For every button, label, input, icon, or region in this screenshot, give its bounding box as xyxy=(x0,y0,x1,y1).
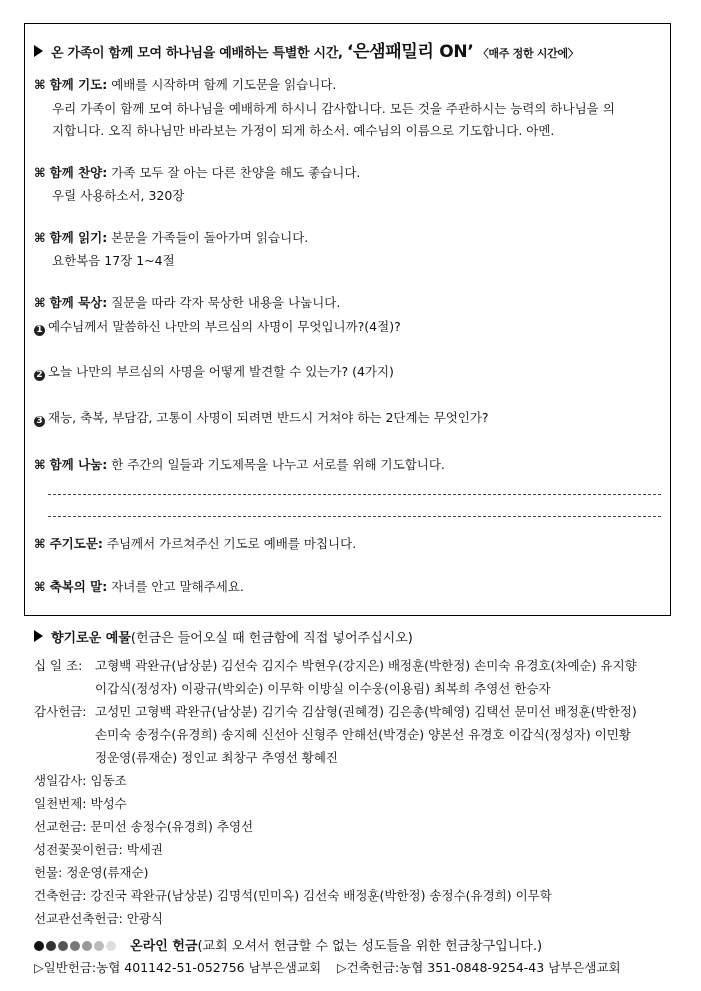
reading-label: 함께 읽기: xyxy=(49,230,108,245)
general-account: ▷일반헌금:농협 401142-51-052756 남부은샘교회 xyxy=(34,960,322,975)
firstfruit-names: 박성수 xyxy=(90,796,127,811)
lords-prayer-desc: 주님께서 가르쳐주신 기도로 예배를 마칩니다. xyxy=(106,536,357,551)
reading-heading xyxy=(34,228,308,246)
meditation-heading xyxy=(34,293,340,311)
altar-names: 박세권 xyxy=(126,842,163,857)
building-offering xyxy=(34,886,552,904)
mission-hall-label: 선교관선축헌금: xyxy=(34,911,123,926)
header-suffix: 〈매주 정한 시간에〉 xyxy=(477,47,579,60)
meditation-question-2 xyxy=(34,362,394,381)
triangle-bullet-icon xyxy=(34,45,43,57)
dot-icon xyxy=(106,941,116,951)
building-label: 건축헌금: xyxy=(34,888,87,903)
offering-header xyxy=(34,627,413,646)
header-prefix: 온 가족이 함께 모여 하나님을 예배하는 특별한 시간, xyxy=(51,46,343,61)
tithe-names-line-2: 이갑식(정성자) 이광규(박외순) 이무학 이방실 이수웅(이용림) 최복희 추영선 한승자 xyxy=(95,681,551,696)
triangle-bullet-icon xyxy=(34,630,43,642)
command-mark-icon: ⌘ xyxy=(34,579,46,594)
header-title: ‘은샘패밀리 ON’ xyxy=(346,42,474,62)
command-mark-icon: ⌘ xyxy=(34,295,46,310)
dot-icon xyxy=(34,941,44,951)
mission-hall-names: 안광식 xyxy=(126,911,163,926)
lords-prayer-label: 주기도문: xyxy=(49,536,103,551)
birthday-label: 생일감사: xyxy=(34,773,87,788)
prayer-desc: 예배를 시작하며 함께 기도문을 읽습니다. xyxy=(111,77,337,92)
praise-heading xyxy=(34,163,360,181)
meditation-question-1 xyxy=(34,317,401,336)
prayer-label: 함께 기도: xyxy=(49,77,108,92)
online-offering-header xyxy=(34,935,542,954)
number-2-icon: 2 xyxy=(34,370,45,381)
building-names: 강진국 곽완규(남상분) 김명석(민미옥) 김선숙 배정훈(박한정) 송정수(유경희) 이무학 xyxy=(90,888,552,903)
praise-desc: 가족 모두 잘 아는 다른 찬양을 해도 좋습니다. xyxy=(111,165,361,180)
dashed-divider xyxy=(48,516,661,517)
prayer-text-line-1: 우리 가족이 함께 모여 하나님을 예배하게 하시니 감사합니다. 모든 것을 주관하시는 능력의 하나님을 의 xyxy=(52,101,615,116)
sharing-label: 함께 나눔: xyxy=(49,457,108,472)
lords-prayer-heading xyxy=(34,534,356,552)
command-mark-icon: ⌘ xyxy=(34,230,46,245)
tithe-label: 십 일 조: xyxy=(34,658,83,673)
online-note: (교회 오셔서 헌금할 수 없는 성도들을 위한 헌금창구입니다.) xyxy=(197,939,543,954)
online-accounts xyxy=(34,958,621,976)
question-2-text: 오늘 나만의 부르심의 사명을 어떻게 발견할 수 있는가? (4가지) xyxy=(48,364,394,379)
goods-label: 헌물: xyxy=(34,865,63,880)
command-mark-icon: ⌘ xyxy=(34,536,46,551)
meditation-desc: 질문을 따라 각자 묵상한 내용을 나눕니다. xyxy=(111,295,341,310)
mission-names: 문미선 송정수(유경희) 추영선 xyxy=(90,819,254,834)
altar-flower-offering xyxy=(34,840,163,858)
birthday-offering xyxy=(34,771,127,789)
online-title: 온라인 헌금 xyxy=(130,939,198,954)
question-3-text: 재능, 축복, 부담감, 고통이 사명이 되려면 반드시 거쳐야 하는 2단계는 무엇인가? xyxy=(48,410,489,425)
command-mark-icon: ⌘ xyxy=(34,165,46,180)
mission-label: 선교헌금: xyxy=(34,819,87,834)
tithe-names-line-1: 고형백 곽완규(남상분) 김선숙 김지수 박현우(강지은) 배정훈(박한정) 손미숙 유경호(차예순) 유지향 xyxy=(95,658,637,673)
mission-hall-offering xyxy=(34,909,163,927)
command-mark-icon: ⌘ xyxy=(34,457,46,472)
offering-title: 향기로운 예물 xyxy=(51,631,131,646)
mission-offering xyxy=(34,817,253,835)
number-3-icon: 3 xyxy=(34,416,45,427)
thanks-names-line-2: 손미숙 송정수(유경희) 송지혜 신선아 신형주 안해선(박경순) 양본선 유경호 이갑식(정성자) 이민황 xyxy=(95,727,631,742)
gradient-dots-icon xyxy=(34,939,118,954)
building-account: ▷건축헌금:농협 351-0848-9254-43 남부은샘교회 xyxy=(337,960,621,975)
firstfruit-offering xyxy=(34,794,127,812)
dot-icon xyxy=(94,941,104,951)
worship-header xyxy=(34,37,578,62)
dot-icon xyxy=(82,941,92,951)
blessing-heading xyxy=(34,577,244,595)
meditation-label: 함께 묵상: xyxy=(49,295,108,310)
praise-detail: 우릴 사용하소서, 320장 xyxy=(52,188,185,203)
prayer-heading xyxy=(34,75,336,93)
command-mark-icon: ⌘ xyxy=(34,77,46,92)
sharing-desc: 한 주간의 일들과 기도제목을 나누고 서로를 위해 기도합니다. xyxy=(111,457,445,472)
goods-names: 정운영(류재순) xyxy=(66,865,149,880)
blessing-desc: 자녀를 안고 말해주세요. xyxy=(111,579,244,594)
blessing-label: 축복의 말: xyxy=(49,579,108,594)
thanks-label: 감사헌금: xyxy=(34,704,87,719)
reading-desc: 본문을 가족들이 돌아가며 읽습니다. xyxy=(111,230,309,245)
sharing-heading xyxy=(34,455,445,473)
dot-icon xyxy=(58,941,68,951)
question-1-text: 예수님께서 말씀하신 나만의 부르심의 사명이 무엇입니까?(4절)? xyxy=(48,319,401,334)
thanks-names-line-1: 고성민 고형백 곽완규(남상분) 김기숙 김삼형(권혜경) 김은총(박혜영) 김택선 문미선 배정훈(박한정) xyxy=(95,704,637,719)
dot-icon xyxy=(70,941,80,951)
birthday-names: 임동조 xyxy=(90,773,127,788)
altar-label: 성전꽃꽂이헌금: xyxy=(34,842,123,857)
firstfruit-label: 일천번제: xyxy=(34,796,87,811)
praise-label: 함께 찬양: xyxy=(49,165,108,180)
number-1-icon: 1 xyxy=(34,325,45,336)
dashed-divider xyxy=(48,494,661,495)
prayer-text-line-2: 지합니다. 오직 하나님만 바라보는 가정이 되게 하소서. 예수님의 이름으로 기도합니다. 아멘. xyxy=(52,123,555,138)
offering-note: (헌금은 들어오실 때 헌금함에 직접 넣어주십시오) xyxy=(130,631,413,646)
goods-offering xyxy=(34,863,149,881)
reading-detail: 요한복음 17장 1~4절 xyxy=(52,253,175,268)
dot-icon xyxy=(46,941,56,951)
meditation-question-3 xyxy=(34,408,489,427)
thanks-names-line-3: 정운영(류재순) 정인교 최창구 추영선 황혜진 xyxy=(95,750,338,765)
